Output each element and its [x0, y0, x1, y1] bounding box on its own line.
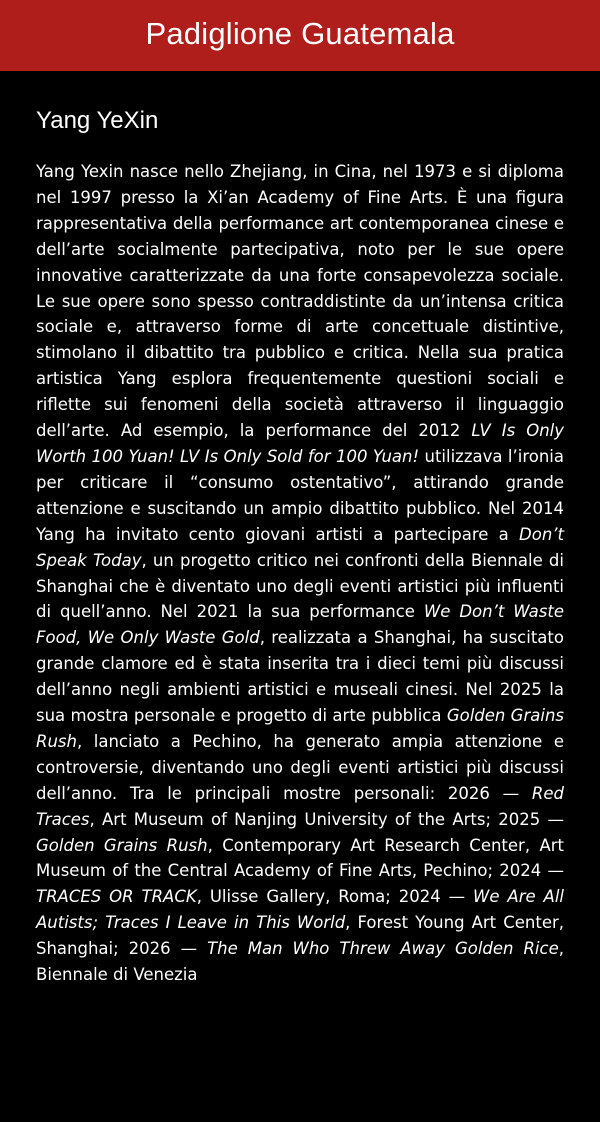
bio-text: , Biennale di Venezia — [36, 939, 564, 985]
work-title: The Man Who Threw Away Golden Rice — [207, 939, 559, 959]
work-title: Don’t Speak Today — [36, 524, 564, 570]
work-title: TRACES OR TRACK — [36, 887, 197, 907]
work-title: We Don’t Waste Food, We Only Waste Gold — [36, 602, 564, 648]
bio-text: , lanciato a Pechino, ha generato ampia attenzione e controversie, diventando uno degli eventi artistici più discussi dell’anno. Tra le principali mostre personali: 2026 — — [36, 731, 564, 803]
bio-text: , Forest Young Art Center, Shanghai; 2026 — — [36, 913, 564, 959]
artist-name: Yang YeXin — [36, 107, 159, 134]
work-title: Golden Grains Rush — [36, 706, 564, 751]
bio-text: , Art Museum of Nanjing University of the Arts; 2025 — — [89, 809, 564, 829]
bio-text: utilizzava l’ironia per criticare il “consumo ostentativo”, attirando grande attenzione e suscitando un ampio dibattito pubblico. Nel 2014 Yang ha invitato cento giovani artisti a partecipare a — [36, 446, 564, 544]
bio-text: , realizzata a Shanghai, ha suscitato grande clamore ed è stata inserita tra i dieci temi più discussi dell’anno negli ambienti artistici e museali cinesi. Nel 2025 la sua mostra personale e progetto di arte pubblica — [36, 628, 564, 726]
page-header — [0, 0, 600, 71]
bio-text: , un progetto critico nei confronti della Biennale di Shanghai che è diventato uno degli eventi artistici più influenti di quell’anno. Nel 2021 la sua performance — [36, 550, 564, 622]
bio-text: , Contemporary Art Research Center, Art Museum of the Central Academy of Fine Arts, Pechino; 2024 — — [36, 835, 564, 881]
bio-text: , Ulisse Gallery, Roma; 2024 — — [196, 887, 474, 907]
bio-text: Yang Yexin nasce nello Zhejiang, in Cina, nel 1973 e si diploma nel 1997 presso la Xi’an Academy of Fine Arts. È una figura rappresentativa della performance art contemporanea cinese e dell’arte socialmente partecipativa, noto per le sue opere innovative caratterizzate da una forte consapevolezza sociale. Le sue opere sono spesso contraddistinte da un’intensa critica sociale e, attraverso forme di arte concettuale distintive, stimolano il dibattito tra pubblico e critica. Nella sua pratica artistica Yang esplora frequentemente questioni sociali e riflette sui fenomeni della società attraverso il linguaggio dell’arte. Ad esempio, la performance del 2012 — [36, 162, 564, 441]
pavilion-title: Padiglione Guatemala — [145, 15, 455, 51]
artist-biography — [36, 159, 564, 988]
work-title: We Are All Autists; Traces I Leave in This World — [36, 887, 564, 933]
work-title: Golden Grains Rush — [36, 835, 208, 855]
work-title: LV Is Only Worth 100 Yuan! LV Is Only Sold for 100 Yuan! — [36, 421, 564, 466]
work-title: Red Traces — [36, 783, 564, 829]
